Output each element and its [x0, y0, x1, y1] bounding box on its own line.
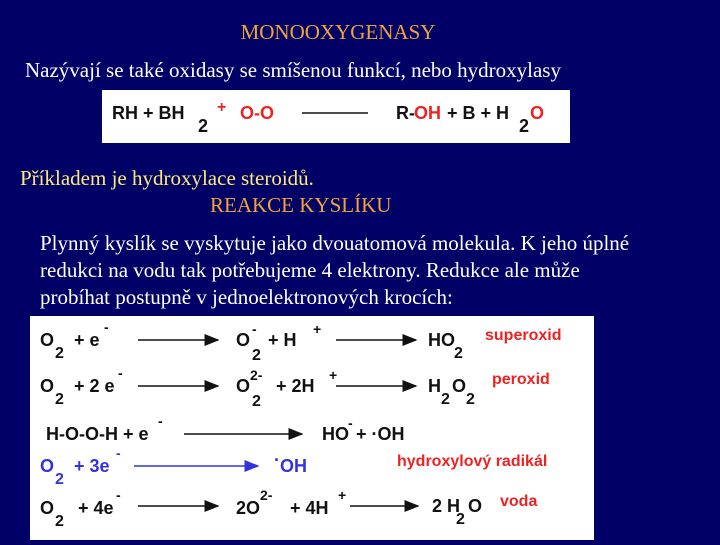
eq-b: + B + H: [447, 103, 510, 123]
svg-text:+ e: + e: [74, 330, 100, 350]
svg-text:2: 2: [55, 345, 64, 362]
svg-text:-: -: [348, 415, 353, 431]
svg-text:+ H: + H: [268, 330, 297, 350]
svg-text:2: 2: [252, 393, 261, 410]
eq-o: O: [530, 103, 545, 123]
example-line: Příkladem je hydroxylace steroidů.: [20, 166, 314, 190]
svg-text:+ ·OH: + ·OH: [356, 424, 405, 444]
svg-text:+ 4e: + 4e: [78, 498, 114, 518]
svg-text:HO: HO: [322, 424, 349, 444]
svg-text:-: -: [116, 487, 121, 503]
svg-text:2-: 2-: [260, 487, 273, 503]
svg-text:-: -: [104, 319, 109, 335]
svg-text:O: O: [452, 376, 467, 396]
svg-text:+: +: [329, 367, 338, 383]
svg-text:2 H: 2 H: [432, 496, 461, 516]
eq-oh: OH: [414, 103, 441, 123]
svg-text:O: O: [40, 376, 55, 396]
svg-text:+: +: [313, 321, 322, 337]
svg-text:HO: HO: [428, 330, 455, 350]
label-hydroxylovy-radikal: hydroxylový radikál: [397, 453, 548, 470]
svg-text:O: O: [40, 498, 55, 518]
reaction-water: [40, 487, 537, 530]
label-voda: voda: [500, 493, 538, 510]
eq-r: R-: [396, 103, 415, 123]
page-title: MONOOXYGENASY: [240, 20, 436, 44]
svg-text:RH + BH: [112, 103, 185, 123]
svg-text:+: +: [338, 487, 347, 503]
svg-text:-: -: [252, 321, 257, 337]
eq-sub2b: 2: [519, 116, 530, 136]
label-superoxid: superoxid: [485, 327, 562, 344]
eq-plus: +: [217, 99, 227, 116]
reaction-hydrogen-peroxide: [46, 413, 405, 444]
reaction-list: [30, 316, 594, 540]
svg-text:O: O: [40, 456, 55, 476]
svg-text:2: 2: [441, 391, 450, 408]
svg-text:2: 2: [252, 347, 261, 364]
svg-text:+ 3e: + 3e: [74, 456, 110, 476]
svg-text:+ 2H: + 2H: [276, 376, 315, 396]
eq-rh: RH + BH: [112, 103, 185, 123]
svg-text:H: H: [428, 376, 441, 396]
svg-text:+ 4H: + 4H: [290, 498, 329, 518]
svg-text:2: 2: [456, 511, 465, 528]
svg-text:O: O: [236, 376, 251, 396]
reaction-peroxide: [40, 365, 550, 410]
svg-text:2: 2: [55, 391, 64, 408]
svg-text:-: -: [118, 365, 123, 381]
eq-sub2: 2: [198, 116, 209, 136]
svg-text:O: O: [468, 496, 483, 516]
label-peroxid: peroxid: [492, 371, 550, 388]
svg-text:2: 2: [55, 471, 64, 488]
svg-text:-: -: [158, 413, 163, 429]
paragraph-line: Plynný kyslík se vyskytuje jako dvouatomová molekula. K jeho úplné: [40, 231, 630, 255]
svg-text:O: O: [236, 330, 251, 350]
svg-text:2: 2: [466, 391, 475, 408]
svg-text:2O: 2O: [236, 498, 261, 518]
paragraph: [40, 230, 720, 311]
eq-oo: O-O: [240, 103, 274, 123]
monooxygenase-equation: [102, 90, 570, 143]
svg-text:-: -: [116, 445, 121, 461]
svg-text:+ 2 e: + 2 e: [74, 376, 115, 396]
paragraph-line: redukci na vodu tak potřebujeme 4 elektrony. Redukce ale může: [40, 258, 580, 282]
svg-text:2: 2: [55, 513, 64, 530]
reaction-superoxide: [40, 319, 561, 364]
svg-text:OH: OH: [280, 456, 307, 476]
intro-line: Nazývají se také oxidasy se smíšenou funkcí, nebo hydroxylasy: [25, 58, 561, 82]
section-subtitle: REAKCE KYSLÍKU: [210, 193, 392, 217]
svg-text:O: O: [40, 330, 55, 350]
reaction-hydroxyl-radical: [40, 445, 547, 488]
svg-text:2: 2: [454, 345, 463, 362]
svg-text:H-O-O-H + e: H-O-O-H + e: [46, 424, 149, 444]
paragraph-line: probíhat postupně v jednoelektronových krocích:: [40, 285, 453, 309]
svg-text:·: ·: [274, 450, 280, 470]
svg-text:2-: 2-: [250, 367, 263, 383]
